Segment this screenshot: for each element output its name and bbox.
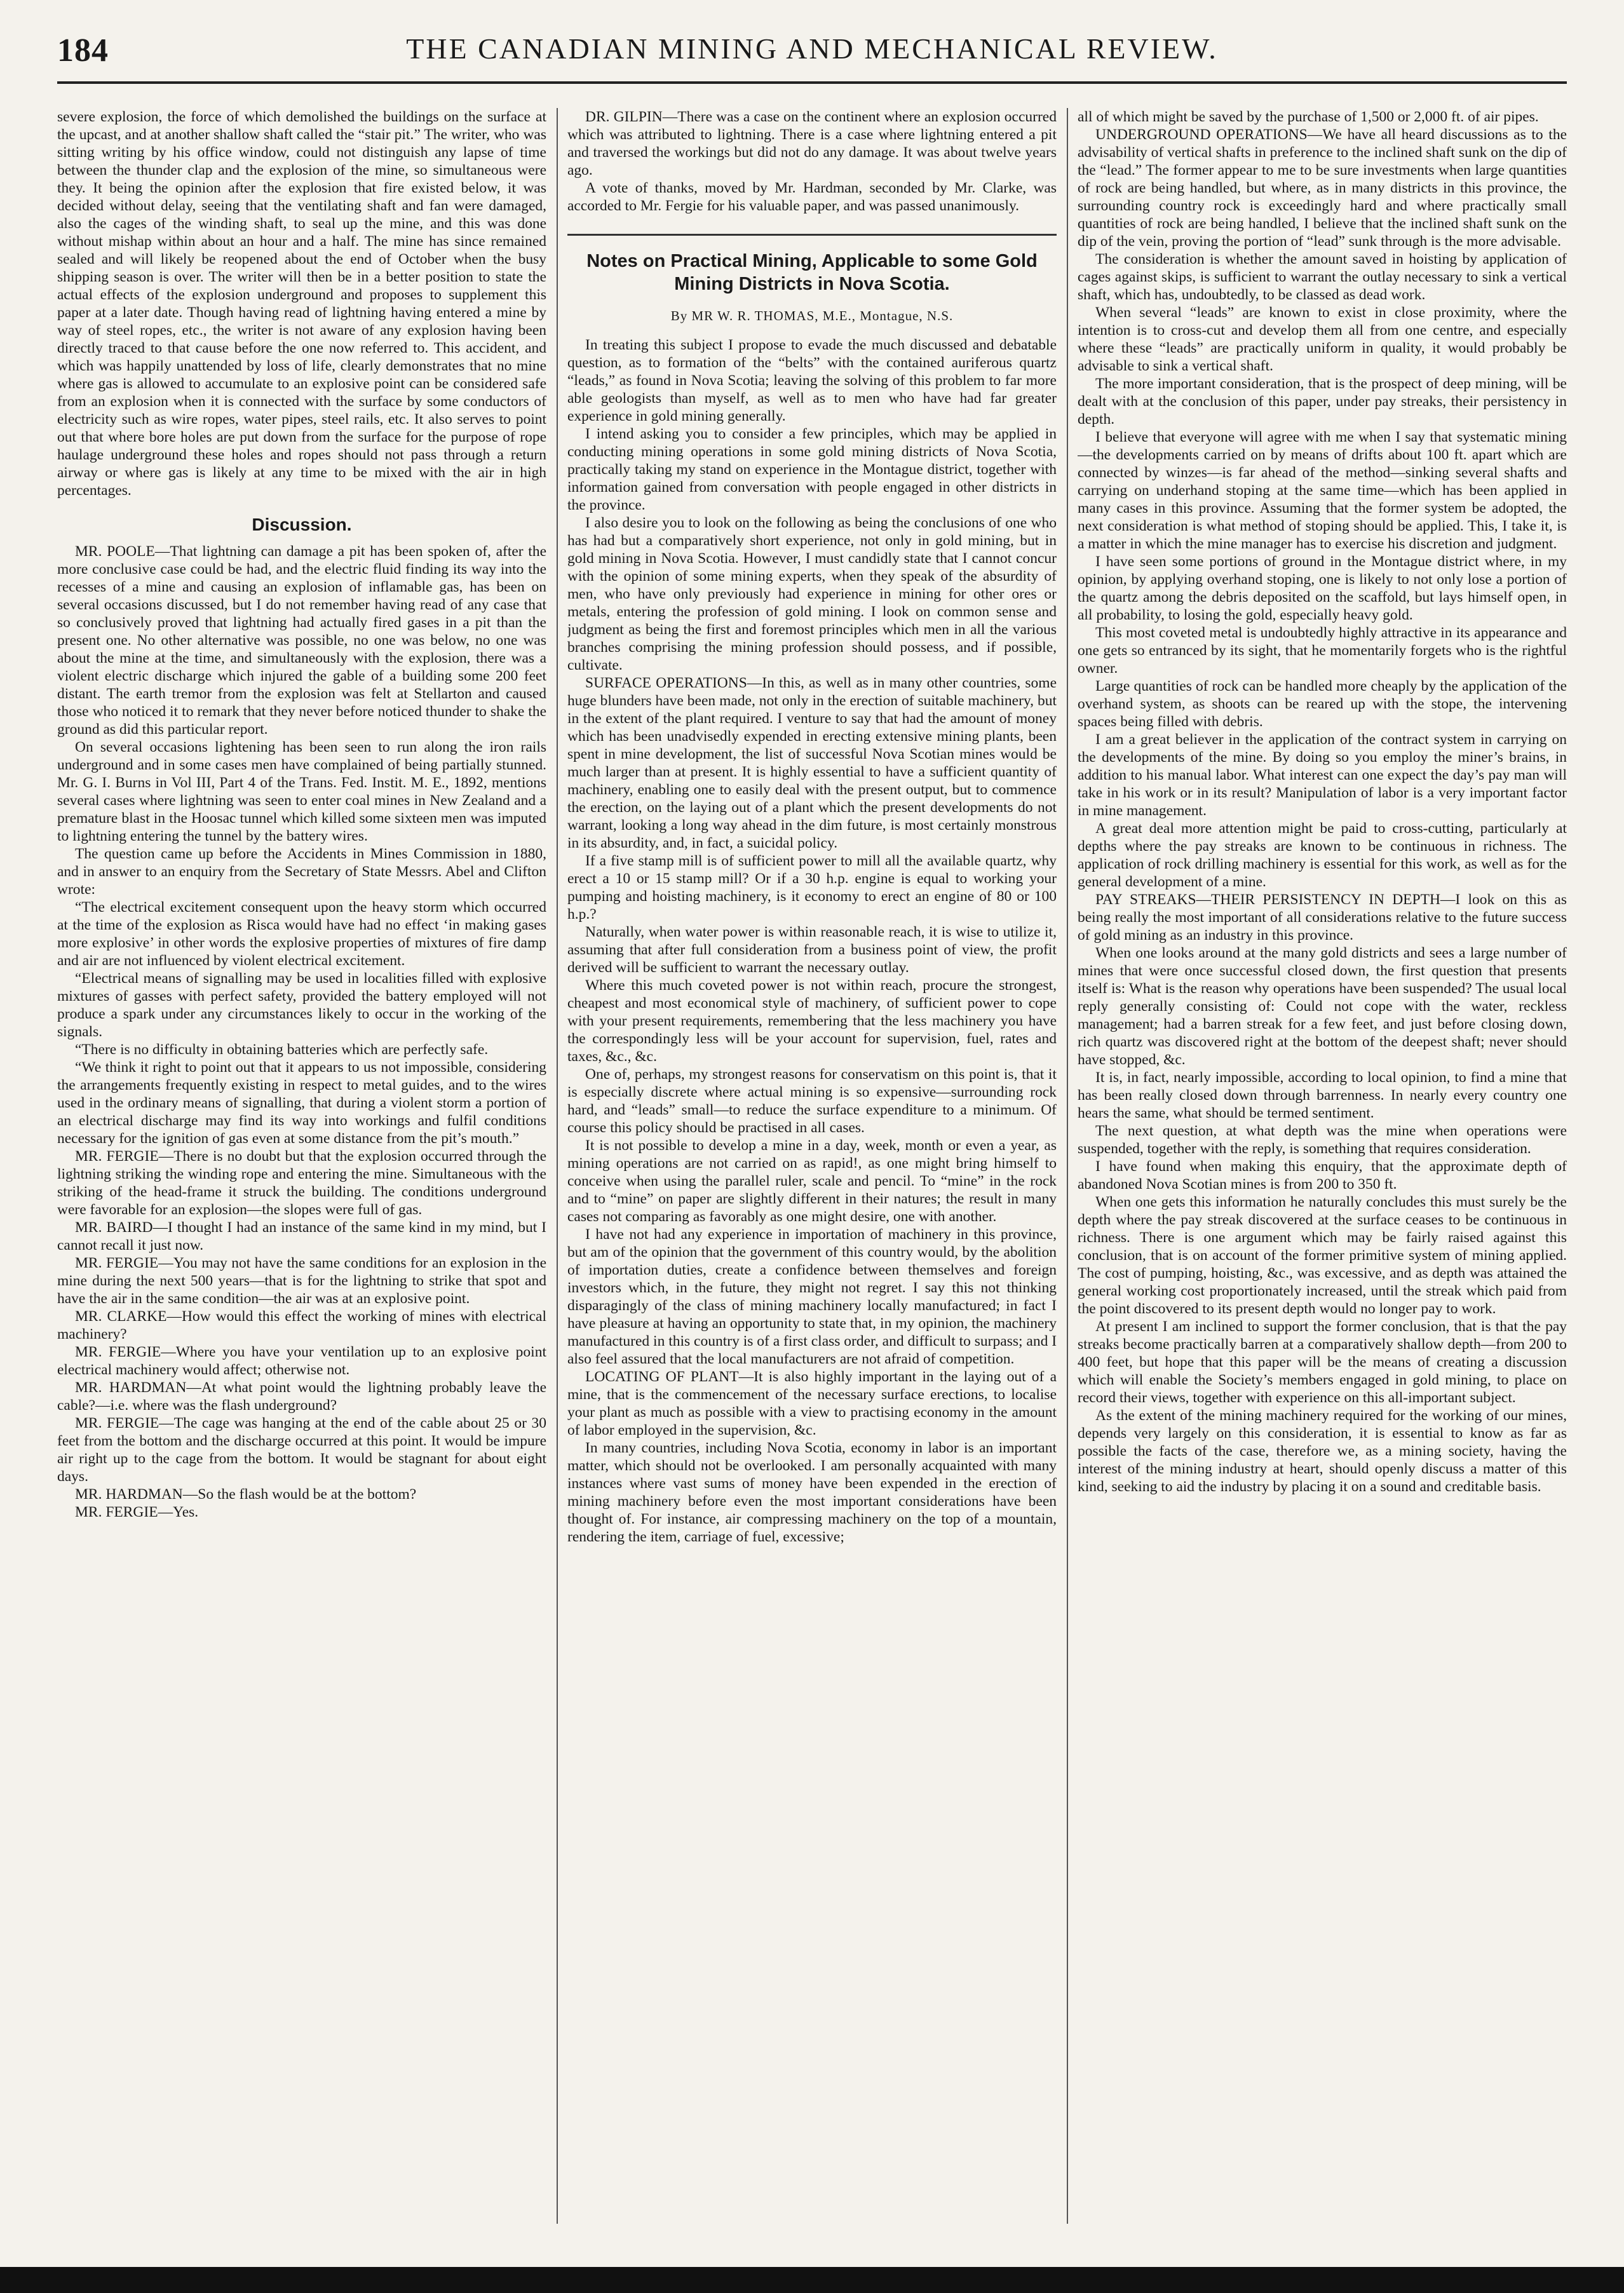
- paragraph: I have not had any experience in importation of machinery in this province, but am of the opinion that the government of this country would, by the abolition of importation duties, create a confidence between themselves and foreign investors which, in the future, they might not regret. I say this not thinking disparagingly of the class of mining machinery locally manufactured; in fact I have pleasure at having an opportunity to state that, in my opinion, the machinery manufactured in this country is of a first class order, and difficult to surpass; and I also feel assured that the local manufacturers are not afraid of competition.: [567, 1226, 1057, 1367]
- paragraph: This most coveted metal is undoubtedly highly attractive in its appearance and one gets so entranced by its sight, that he momentarily forgets who is the rightful owner.: [1078, 625, 1567, 677]
- paragraph: SURFACE OPERATIONS—In this, as well as in many other countries, some huge blunders have been made, not only in the erection of suitable machinery, but in the extent of the plant required. I venture to say that had the amount of money which has been unadvisedly expended in erecting extensive mining plants, been spent in mine development, the list of successful Nova Scotian mines would be much larger than at present. It is highly essential to have a sufficient quantity of machinery, enabling one to easily deal with the present output, but to commence the erection, on the laying out of a plant which the present developments do not warrant, looking a long way ahead in the dim future, is most certainly monstrous in its absurdity, and, in fact, a suicidal policy.: [567, 675, 1057, 851]
- paragraph: MR. FERGIE—There is no doubt but that the explosion occurred through the lightning striking the winding rope and entering the mine. Simultaneous with the striking of the head-frame it struck the building. The conditions underground were favorable for an explosion—the slopes were full of gas.: [57, 1148, 546, 1218]
- paragraph: I have seen some portions of ground in the Montague district where, in my opinion, by applying overhand stoping, one is likely to not only lose a portion of the quartz among the debris deposited on the scaffold, but lays himself open, in all probability, to losing the gold, especially heavy gold.: [1078, 553, 1567, 623]
- paragraph: severe explosion, the force of which demolished the buildings on the surface at the upcast, and at another shallow shaft called the “stair pit.” The writer, who was sitting writing by his office window, could not distinguish any lapse of time between the thunder clap and the explosion of the mine, so simultaneous were they. It being the opinion after the explosion that fire existed below, it was decided without delay, seeing that the ventilating shaft and fan were damaged, also the cages of the winding shaft, to seal up the mine, and this was done without mishap within about an hour and a half. The mine has since remained sealed and will likely be reopened about the end of October when the busy shipping season is over. The writer will then be in a better position to state the actual effects of the explosion underground and proposes to supplement this paper at a later date. Though having read of lightning having entered a mine by way of steel ropes, etc., the writer is not aware of any explosion having been directly traced to that cause before the one now referred to. This accident, and which was happily unattended by loss of life, clearly demonstrates that no mine where gas is allowed to accumulate to an explosive point can be considered safe from an explosion when it is connected with the surface by some conductors of electricity such as wire ropes, water pipes, steel rails, etc. It also serves to point out that where bore holes are put down from the surface for the purpose of rope haulage underground these holes and ropes should not pass through a return airway or where gas is likely at any time to be mixed with the air in high percentages.: [57, 109, 546, 499]
- paragraph: LOCATING OF PLANT—It is also highly important in the laying out of a mine, that is the commencement of the necessary surface erections, to localise your plant as much as possible with a view to practising economy in the amount of labor employed in the supervision, &c.: [567, 1369, 1057, 1438]
- paragraph: “We think it right to point out that it appears to us not impossible, considering the arrangements frequently existing in respect to metal guides, and to the wires used in the ordinary means of signalling, that during a violent storm a portion of an electrical discharge may find its way into workings and fulfil conditions necessary for the ignition of gas even at some distance from the pit’s mouth.”: [57, 1059, 546, 1147]
- paragraph: MR. FERGIE—Where you have your ventilation up to an explosive point electrical machinery would affect; otherwise not.: [57, 1344, 546, 1378]
- column-divider: [557, 108, 558, 2224]
- section-heading-discussion: Discussion.: [252, 515, 352, 534]
- paragraph: When one looks around at the many gold districts and sees a large number of mines that were once successful closed down, the first question that presents itself is: What is the reason why operations have been suspended? The usual local reply generally consisting of: Could not cope with the water, reckless management; had a barren streak for a few feet, and just before closing down, rich quartz was discovered right at the bottom of the deepest shaft; never should have stopped, &c.: [1078, 945, 1567, 1068]
- paragraph: PAY STREAKS—THEIR PERSISTENCY IN DEPTH—I look on this as being really the most important of all considerations relative to the future success of gold mining as an industry in this province.: [1078, 891, 1567, 944]
- paragraph: A great deal more attention might be paid to cross-cutting, particularly at depths where the pay streaks are known to be continuous in richness. The application of rock drilling machinery is essential for this work, as well as for the general development of a mine.: [1078, 820, 1567, 890]
- column-middle: [567, 108, 1057, 2224]
- paragraph: When one gets this information he naturally concludes this must surely be the depth where the pay streak discovered at the surface ceases to be continuous in richness. There is one argument which may be fairly raised against this conclusion, that is on account of the former primitive system of mining applied. The cost of pumping, hoisting, &c., was excessive, and as depth was attained the general working cost proportionately increased, until the streak which paid from the point discovered to its present depth would no longer pay to work.: [1078, 1194, 1567, 1317]
- paragraph: UNDERGROUND OPERATIONS—We have all heard discussions as to the advisability of vertical shafts in preference to the inclined shaft sunk on the dip of the “lead.” The former appear to me to be sure investments when large quantities of rock are being handled, but where, as in many districts in this province, the surrounding country rock is exceedingly hard and where practically small quantities of rock are being handled, I believe that the inclined shaft sunk on the dip of the vein, proving the portion of “lead” sunk through is the more advisable.: [1078, 126, 1567, 250]
- paragraph: MR. HARDMAN—At what point would the lightning probably leave the cable?—i.e. where was the flash underground?: [57, 1379, 546, 1414]
- paragraph: Where this much coveted power is not within reach, procure the strongest, cheapest and most economical style of machinery, of sufficient power to cope with your present requirements, remembering that the less machinery you have the correspondingly less will be your account for supervision, fuel, rates and taxes, &c., &c.: [567, 977, 1057, 1065]
- paragraph: MR. FERGIE—You may not have the same conditions for an explosion in the mine during the next 500 years—that is for the lightning to strike that spot and have the air in the same condition—the air was at an explosive point.: [57, 1255, 546, 1307]
- paragraph: At present I am inclined to support the former conclusion, that is that the pay streaks become practically barren at a comparatively shallow depth—from 200 to 400 feet, but hope that this paper will be the means of creating a discussion which will enable the Society’s members engaged in gold mining, to place on record their views, together with experience on this all-important subject.: [1078, 1318, 1567, 1406]
- paragraph: “There is no difficulty in obtaining batteries which are perfectly safe.: [75, 1041, 489, 1058]
- paragraph: If a five stamp mill is of sufficient power to mill all the available quartz, why erect a 10 or 15 stamp mill? Or if a 30 h.p. engine is equal to working your pumping and hoisting machinery, is it economy to erect an engine of 80 or 100 h.p.?: [567, 853, 1057, 923]
- paragraph: I believe that everyone will agree with me when I say that systematic mining—the developments carried on by means of drifts about 100 ft. apart which are connected by winzes—is far ahead of the method—sinking several shafts and carrying on underhand stoping at the same time—which has been applied in many cases in this province. Assuming that the former system be adopted, the next consideration is what method of stoping should be applied. This, I take it, is a matter in which the mine manager has to exercise his discretion and judgment.: [1078, 429, 1567, 552]
- paragraph: It is, in fact, nearly impossible, according to local opinion, to find a mine that has been really closed down through barrenness. In nearly every country one hears the same, what should be termed sentiment.: [1078, 1069, 1567, 1121]
- paragraph: DR. GILPIN—There was a case on the continent where an explosion occurred which was attributed to lightning. There is a case where lightning entered a pit and traversed the workings but did not do any damage. It was about twelve years ago.: [567, 109, 1057, 179]
- header-rule: [57, 81, 1567, 84]
- paragraph: I intend asking you to consider a few principles, which may be applied in conducting mining operations in some gold mining districts of Nova Scotia, practically taking my stand on experience in the Montague district, together with information gained from conversation with people engaged in other districts in the province.: [567, 426, 1057, 513]
- page-header: [57, 32, 1567, 76]
- paragraph: In treating this subject I propose to evade the much discussed and debatable question, as to formation of the “belts” with the contained auriferous quartz “leads,” as found in Nova Scotia; leaving the solving of this problem to far more able geologists than myself, as well as to men who have had far greater experience in gold mining generally.: [567, 337, 1057, 424]
- paragraph: The consideration is whether the amount saved in hoisting by application of cages against skips, is sufficient to warrant the outlay necessary to sink a vertical shaft, which has, undoubtedly, to be classed as dead work.: [1078, 251, 1567, 303]
- paragraph: Naturally, when water power is within reasonable reach, it is wise to utilize it, assuming that after full consideration from a business point of view, the profit derived will be sufficient to warrant the necessary outlay.: [567, 924, 1057, 976]
- paragraph: On several occasions lightening has been seen to run along the iron rails underground and in some cases men have complained of being partially stunned. Mr. G. I. Burns in Vol III, Part 4 of the Trans. Fed. Instit. M. E., 1892, mentions several cases where lightning was seen to enter coal mines in New Zealand and a premature blast in the Hoosac tunnel which killed some sixteen men was imputed to lightning entering the tunnel by the battery wires.: [57, 739, 546, 844]
- paragraph: MR. BAIRD—I thought I had an instance of the same kind in my mind, but I cannot recall it just now.: [57, 1219, 546, 1254]
- paragraph: A vote of thanks, moved by Mr. Hardman, seconded by Mr. Clarke, was accorded to Mr. Fergie for his valuable paper, and was passed unanimously.: [567, 180, 1057, 214]
- scan-edge-band: [0, 2267, 1624, 2293]
- paragraph: MR. CLARKE—How would this effect the working of mines with electrical machinery?: [57, 1308, 546, 1343]
- paragraph: One of, perhaps, my strongest reasons for conservatism on this point is, that it is especially discrete where actual mining is so expensive—surrounding rock hard, and “leads” small—to reduce the surface expenditure to a minimum. Of course this policy should be practised in all cases.: [567, 1066, 1057, 1136]
- paragraph: I am a great believer in the application of the contract system in carrying on the developments of the mine. By doing so you employ the miner’s brains, in addition to his manual labor. What interest can one expect the day’s pay man will take in his work or in its result? Manipulation of labor is a very important factor in mine management.: [1078, 731, 1567, 819]
- paragraph: MR. FERGIE—The cage was hanging at the end of the cable about 25 or 30 feet from the bottom and the discharge occurred at this point. It would be impure air right up to the cage from the bottom. It would be stagnant for about eight days.: [57, 1415, 546, 1485]
- paragraph: The next question, at what depth was the mine when operations were suspended, together with the reply, is something that requires consideration.: [1078, 1123, 1567, 1157]
- column-divider: [1067, 108, 1068, 2224]
- journal-title: THE CANADIAN MINING AND MECHANICAL REVIEW.: [406, 32, 1218, 65]
- paragraph: In many countries, including Nova Scotia, economy in labor is an important matter, which should not be overlooked. I am personally acquainted with many instances where vast sums of money have been expended in the erection of mining machinery before even the most important considerations have been thought of. For instance, air compressing machinery on the top of a mountain, rendering the item, carriage of fuel, excessive;: [567, 1440, 1057, 1545]
- article-byline: By MR W. R. THOMAS, M.E., Montague, N.S.: [670, 308, 954, 323]
- paragraph: I also desire you to look on the following as being the conclusions of one who has had but a comparatively short experience, not only in gold mining, but in gold mining in Nova Scotia. However, I must candidly state that I cannot concur with the opinion of some mining experts, when they speak of the absurdity of men, who have only previously had experience in mining for other ores or metals, entering the profession of gold mining. I look on common sense and judgment as being the first and foremost principles which men in all the various branches comprising the mining profession should possess, and if possible, cultivate.: [567, 515, 1057, 673]
- paragraph: When several “leads” are known to exist in close proximity, where the intention is to cross-cut and develop them all from one centre, and especially where these “leads” are practically uniform in quality, it would probably be advisable to sink a vertical shaft.: [1078, 304, 1567, 374]
- paragraph: The more important consideration, that is the prospect of deep mining, will be dealt with at the conclusion of this paper, under pay streaks, their persistency in depth.: [1078, 375, 1567, 428]
- column-right: [1078, 108, 1567, 2224]
- paragraph: Large quantities of rock can be handled more cheaply by the application of the overhand system, as shoots can be reared up with the stope, the intervening spaces being filled with debris.: [1078, 678, 1567, 730]
- paragraph: It is not possible to develop a mine in a day, week, month or even a year, as mining operations are not carried on as rapid!, as one might bring himself to conceive when using the parallel ruler, scale and pencil. To “mine” in the rock and to “mine” on paper are slightly different in their natures; the result in many cases not comparing as favorably as one might desire, one with another.: [567, 1137, 1057, 1225]
- paragraph: As the extent of the mining machinery required for the working of our mines, depends very largely on this consideration, it is essential to know as far as possible the facts of the case, therefore we, as a mining society, having the interest of the mining industry at heart, should openly discuss a matter of this kind, seeking to aid the industry by placing it on a sound and creditable basis.: [1078, 1407, 1567, 1495]
- paragraph: “The electrical excitement consequent upon the heavy storm which occurred at the time of the explosion as Risca would have had no effect ‘in making gases more explosive’ in other words the explosive properties of mixtures of fire damp and air are not influenced by violent electrical excitement.: [57, 899, 546, 969]
- paragraph: “Electrical means of signalling may be used in localities filled with explosive mixtures of gasses with perfect safety, provided the battery employed will not produce a spark under any circumstances likely to occur in the working of the signals.: [57, 970, 546, 1040]
- paragraph: MR. HARDMAN—So the flash would be at the bottom?: [75, 1486, 417, 1503]
- article-title: Notes on Practical Mining, Applicable to some Gold Mining Districts in Nova Scotia.: [567, 234, 1057, 295]
- page-number: 184: [57, 32, 109, 69]
- column-left: [57, 108, 546, 2224]
- paragraph: I have found when making this enquiry, that the approximate depth of abandoned Nova Scotian mines is from 200 to 350 ft.: [1078, 1158, 1567, 1193]
- paragraph: The question came up before the Accidents in Mines Commission in 1880, and in answer to an enquiry from the Secretary of State Messrs. Abel and Clifton wrote:: [57, 846, 546, 898]
- paragraph: MR. POOLE—That lightning can damage a pit has been spoken of, after the more conclusive case could be had, and the electric fluid finding its way into the recesses of a mine and causing an explosion of inflamable gas, has been on several occasions discussed, but I do not remember having read of any case that so conclusively proved that lightning had actually fired gases in a pit than the present one. No other alternative was possible, no one was below, no one was about the mine at the time, and simultaneously with the explosion, there was a violent electric discharge which injured the gable of a building some 200 feet distant. The earth tremor from the explosion was felt at Stellarton and caused those who noticed it to remark that they never before noticed thunder to shake the ground as did this particular report.: [57, 543, 546, 738]
- paragraph: MR. FERGIE—Yes.: [75, 1504, 199, 1520]
- paragraph: all of which might be saved by the purchase of 1,500 or 2,000 ft. of air pipes.: [1078, 109, 1539, 125]
